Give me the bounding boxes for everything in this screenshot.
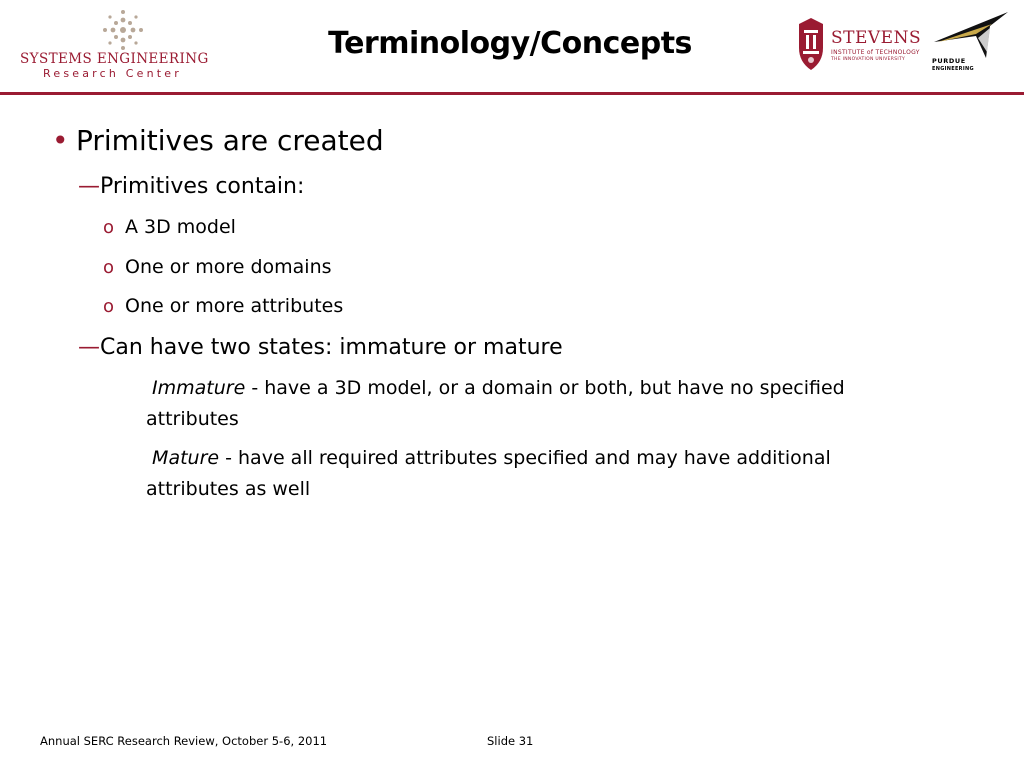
bullet-dot-icon: • xyxy=(52,124,69,157)
purdue-logo xyxy=(932,12,1012,80)
immature-definition xyxy=(146,373,926,435)
stevens-subtitle: INSTITUTE of TECHNOLOGY xyxy=(831,49,920,56)
bullet-level1 xyxy=(52,124,384,157)
dash-bullet-icon: — xyxy=(78,335,100,360)
list-item-text: A 3D model xyxy=(125,216,236,238)
list-item-text: One or more attributes xyxy=(125,295,344,317)
immature-text: - have a 3D model, or a domain or both, but have no specified attributes xyxy=(146,377,845,430)
stevens-name: STEVENS xyxy=(831,28,922,48)
dot-cluster-icon xyxy=(101,8,145,54)
list-item xyxy=(103,256,332,278)
list-item xyxy=(103,295,343,317)
footer-slide-number: Slide 31 xyxy=(487,734,534,748)
serc-logo-line1: SYSTEMS ENGINEERING xyxy=(20,51,209,67)
sub-bullet-contains xyxy=(78,174,304,199)
dash-bullet-icon: — xyxy=(78,174,100,199)
list-item-text: One or more domains xyxy=(125,256,332,278)
footer-event: Annual SERC Research Review, October 5-6, 2011 xyxy=(40,734,328,748)
serc-logo xyxy=(16,8,209,82)
serc-logo-line2: Research Center xyxy=(43,67,182,80)
mature-definition xyxy=(146,443,926,505)
slide-header xyxy=(0,0,1024,96)
circle-bullet-icon: o xyxy=(103,217,115,238)
mature-term: Mature xyxy=(152,447,220,469)
slide-title: Terminology/Concepts xyxy=(328,26,692,61)
purdue-text-line1: PURDUE xyxy=(932,57,966,65)
stevens-logo xyxy=(795,18,920,72)
circle-bullet-icon: o xyxy=(103,257,115,278)
header-divider xyxy=(0,92,1024,95)
bullet-level1-text: Primitives are created xyxy=(76,124,384,157)
sub-bullet-states xyxy=(78,335,563,360)
list-item xyxy=(103,216,236,238)
purdue-text-line2: ENGINEERING xyxy=(932,66,974,72)
sub-bullet-contains-text: Primitives contain: xyxy=(100,174,305,199)
circle-bullet-icon: o xyxy=(103,296,115,317)
stevens-tagline: THE INNOVATION UNIVERSITY xyxy=(831,57,906,62)
stevens-crest-icon xyxy=(795,18,827,70)
mature-text: - have all required attributes specified and may have additional attributes as well xyxy=(146,447,831,500)
purdue-wedge-icon xyxy=(932,12,1012,58)
immature-term: Immature xyxy=(152,377,246,399)
sub-bullet-states-text: Can have two states: immature or mature xyxy=(100,335,563,360)
